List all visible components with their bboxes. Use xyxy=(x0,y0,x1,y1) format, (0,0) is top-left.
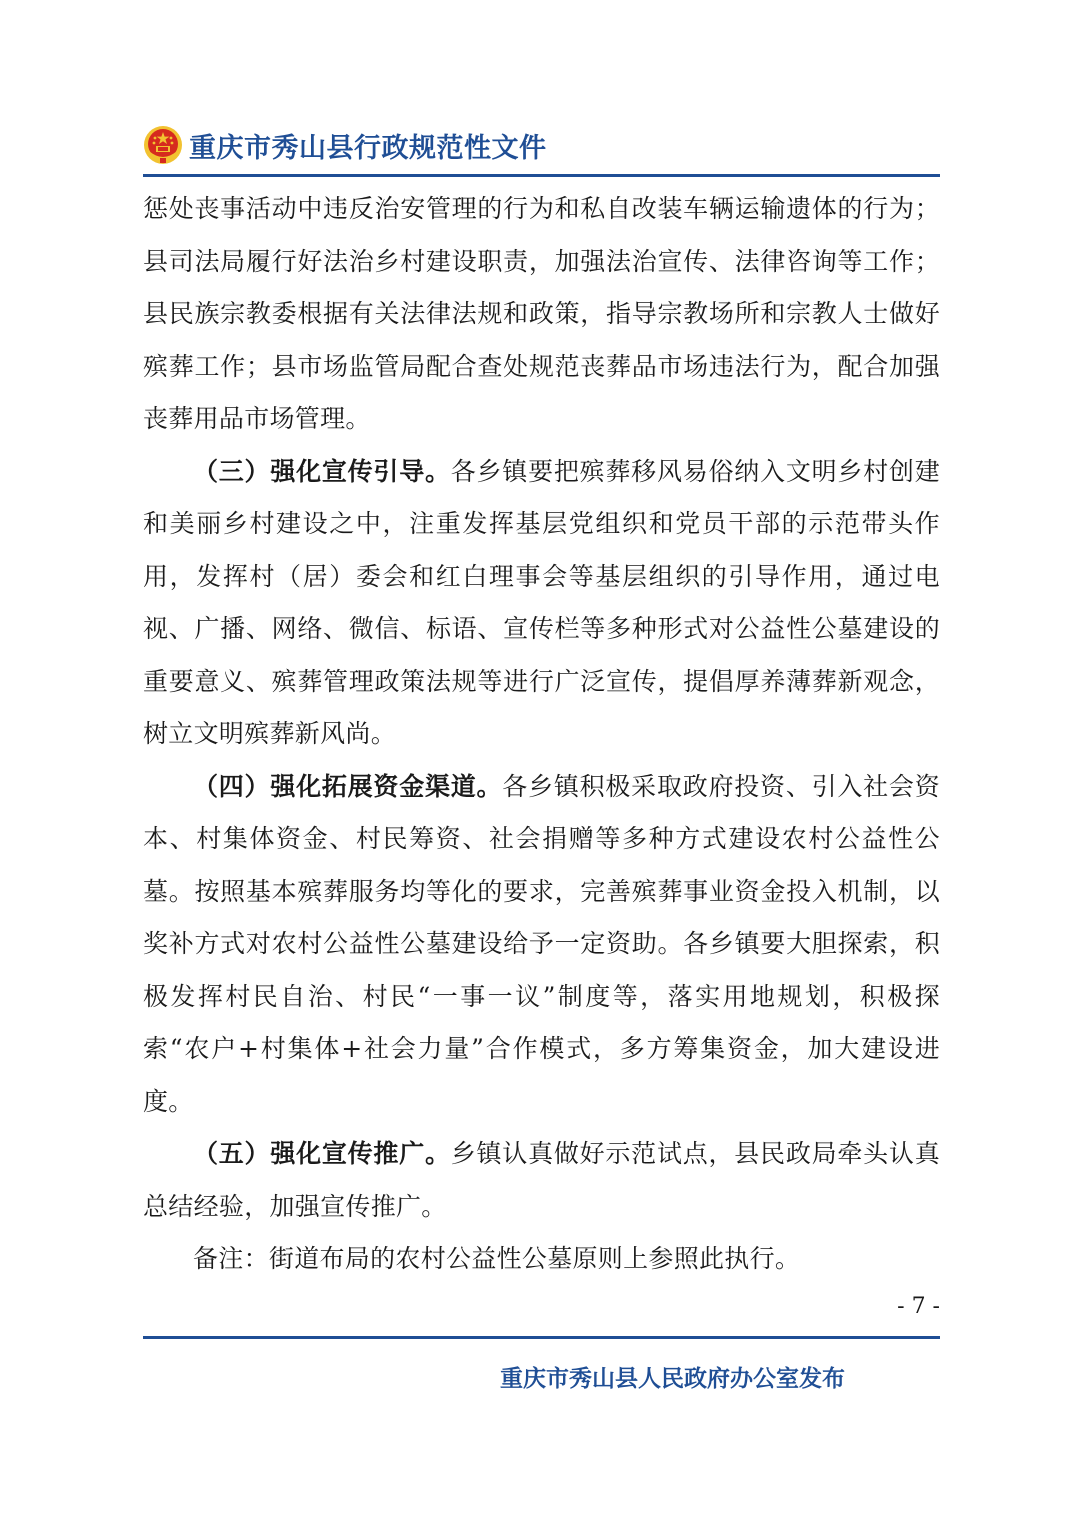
section-text: 各乡镇要把殡葬移风易俗纳入文明乡村创建和美丽乡村建设之中，注重发挥基层党组织和党员干部的示范带头作用，发挥村（居）委会和红白理事会等基层组织的引导作用，通过电视、广播、网络、微信、标语、宣传栏等多种形式对公益性公墓建设的重要意义、殡葬管理政策法规等进行广泛宣传，提倡厚养薄葬新观念，树立文明殡葬新风尚。 xyxy=(143,456,940,748)
paragraph-section-5 xyxy=(143,1128,940,1233)
header-divider xyxy=(143,174,940,177)
paragraph-continuation: 惩处丧事活动中违反治安管理的行为和私自改装车辆运输遗体的行为；县司法局履行好法治乡村建设职责，加强法治宣传、法律咨询等工作；县民族宗教委根据有关法律法规和政策，指导宗教场所和宗教人士做好殡葬工作；县市场监管局配合查处规范丧葬品市场违法行为，配合加强丧葬用品市场管理。 xyxy=(143,194,940,433)
paragraph-section-4 xyxy=(143,761,940,1129)
section-heading: （四）强化拓展资金渠道。 xyxy=(193,771,503,801)
paragraph-note: 备注：街道布局的农村公益性公墓原则上参照此执行。 xyxy=(193,1244,801,1273)
footer-publisher: 重庆市秀山县人民政府办公室发布 xyxy=(500,1366,845,1392)
national-emblem-icon xyxy=(143,125,183,165)
section-text: 各乡镇积极采取政府投资、引入社会资本、村集体资金、村民筹资、社会捐赠等多种方式建设农村公益性公墓。按照基本殡葬服务均等化的要求，完善殡葬事业资金投入机制，以奖补方式对农村公益性公墓建设给予一定资助。各乡镇要大胆探索，积极发挥村民自治、村民“一事一议”制度等，落实用地规划，积极探索“农户+村集体+社会力量”合作模式，多方筹集资金，加大建设进度。 xyxy=(143,771,940,1116)
section-heading: （三）强化宣传引导。 xyxy=(193,456,451,486)
section-text: 乡镇认真做好示范试点，县民政局牵头认真总结经验，加强宣传推广。 xyxy=(143,1139,940,1221)
document-body xyxy=(143,183,940,1286)
header-title: 重庆市秀山县行政规范性文件 xyxy=(189,132,547,164)
document-header xyxy=(143,122,547,168)
footer-divider xyxy=(143,1336,940,1339)
page-number: - 7 - xyxy=(897,1294,940,1319)
paragraph-section-3 xyxy=(143,446,940,761)
section-heading: （五）强化宣传推广。 xyxy=(193,1139,451,1168)
